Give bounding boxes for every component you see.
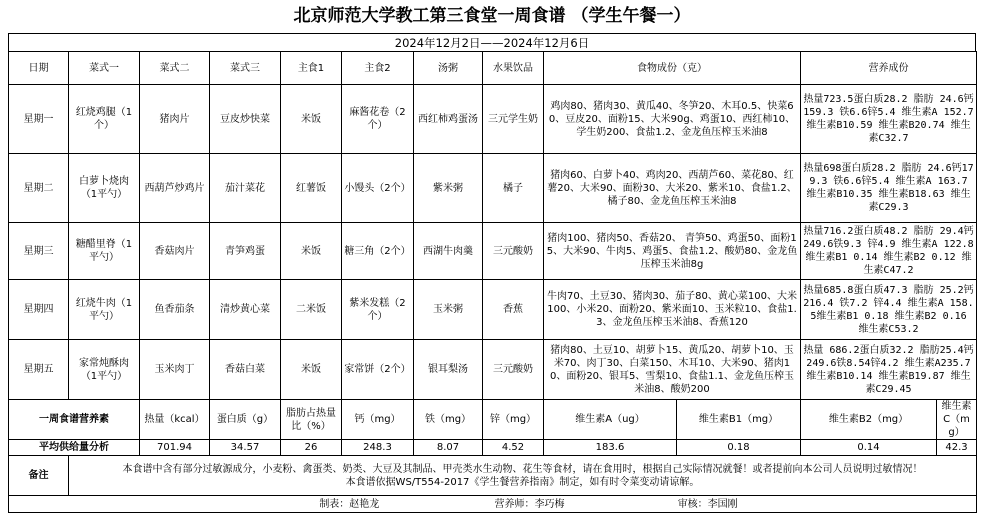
soup: 西红柿鸡蛋汤 xyxy=(414,85,483,154)
average-label: 平均供给量分析 xyxy=(9,440,140,456)
guideline-note: 本食谱依据WS/T554-2017《学生餐营养指南》制定，如有时令菜变动请谅解。 xyxy=(345,476,700,488)
staple2: 家常饼（2个） xyxy=(342,340,414,400)
fruit-drink: 橘子 xyxy=(483,154,544,223)
staple1: 米饭 xyxy=(281,340,342,400)
dish1: 白萝卜烧肉（1平勺） xyxy=(69,154,140,223)
header-date: 日期 xyxy=(9,52,69,85)
staple1: 米饭 xyxy=(281,85,342,154)
maker-signature: 制表：赵艳龙 xyxy=(319,498,380,510)
menu-table xyxy=(8,51,977,513)
signature-row xyxy=(9,496,977,513)
average-value: 26 xyxy=(281,440,342,456)
header-fruit: 水果饮品 xyxy=(483,52,544,85)
nutrient-header: 钙（mg） xyxy=(342,400,414,440)
day-row xyxy=(9,340,977,400)
allergen-note: 本食谱中含有部分过敏源成分，小麦粉、禽蛋类、奶类、大豆及其制品、甲壳类水生动物、花生等食材，请在食用时，根据自己实际情况就餐！或者提前向本公司人员说明过敏情况！ xyxy=(122,463,923,475)
nutrient-header: 维生素B1（mg） xyxy=(677,400,801,440)
average-row xyxy=(9,440,977,456)
remarks-label: 备注 xyxy=(9,456,69,496)
ingredients: 猪肉60、白萝卜40、鸡肉20、西葫芦60、菜花80、红薯20、大米90、面粉30、大米20、紫米10、食盐1.2、橘子80、金龙鱼压榨玉米油8 xyxy=(544,154,801,223)
nutrition: 热量685.8蛋白质47.3 脂肪 25.2钙216.4 铁7.2 锌4.4 维生素A 158.5维生素B1 0.18 维生素B2 0.16 维生素C53.2 xyxy=(801,280,977,340)
dish2: 猪肉片 xyxy=(140,85,210,154)
dish3: 茄汁菜花 xyxy=(210,154,281,223)
soup: 西湖牛肉羹 xyxy=(414,223,483,280)
average-value: 0.18 xyxy=(677,440,801,456)
nutrient-header: 维生素A（ug） xyxy=(544,400,677,440)
staple1: 米饭 xyxy=(281,223,342,280)
header-nutrition: 营养成份 xyxy=(801,52,977,85)
day-name: 星期四 xyxy=(9,280,69,340)
nutrient-header: 锌（mg） xyxy=(483,400,544,440)
day-name: 星期三 xyxy=(9,223,69,280)
nutrient-header: 维生素C（mg） xyxy=(937,400,977,440)
dish3: 青笋鸡蛋 xyxy=(210,223,281,280)
dish1: 糖醋里脊（1平勺） xyxy=(69,223,140,280)
day-row xyxy=(9,154,977,223)
day-name: 星期二 xyxy=(9,154,69,223)
nutritionist-signature: 营养师：李巧梅 xyxy=(494,498,565,510)
ingredients: 鸡肉80、猪肉30、黄瓜40、冬笋20、木耳0.5、快菜60、豆皮20、面粉15、大米90g、鸡蛋10、西红柿10、学生奶200、食盐1.2、金龙鱼压榨玉米油8 xyxy=(544,85,801,154)
dish2: 鱼香茄条 xyxy=(140,280,210,340)
nutrient-header: 热量（kcal） xyxy=(140,400,210,440)
staple2: 麻酱花卷（2个） xyxy=(342,85,414,154)
header-dish3: 菜式三 xyxy=(210,52,281,85)
soup: 银耳梨汤 xyxy=(414,340,483,400)
page-title: 北京师范大学教工第三食堂一周食谱 （学生午餐一） xyxy=(293,6,691,26)
nutrient-header: 脂肪占热量比（%） xyxy=(281,400,342,440)
nutrient-header: 铁（mg） xyxy=(414,400,483,440)
nutrient-header: 维生素B2（mg） xyxy=(801,400,937,440)
dish1: 红烧鸡腿（1个） xyxy=(69,85,140,154)
nutrient-header-row xyxy=(9,400,977,440)
dish2: 西葫芦炒鸡片 xyxy=(140,154,210,223)
soup: 玉米粥 xyxy=(414,280,483,340)
staple2: 糖三角（2个） xyxy=(342,223,414,280)
dish3: 豆皮炒快菜 xyxy=(210,85,281,154)
fruit-drink: 三元酸奶 xyxy=(483,340,544,400)
reviewer-signature: 审核：李国刚 xyxy=(677,498,738,510)
nutrient-header: 蛋白质（g） xyxy=(210,400,281,440)
remarks-text xyxy=(69,456,977,496)
nutrition: 热量 686.2蛋白质32.2 脂肪25.4钙249.6铁8.54锌4.2 维生素A235.7 维生素B10.14 维生素B19.87 维生素C29.45 xyxy=(801,340,977,400)
date-range: 2024年12月2日——2024年12月6日 xyxy=(8,33,976,51)
ingredients: 猪肉80、土豆10、胡萝卜15、黄瓜20、胡萝卜10、玉米70、肉丁30、白菜150、木耳10、大米90、猪肉10、面粉20、银耳5、雪梨10、食盐1.1、金龙鱼压榨玉米油8、酸奶200 xyxy=(544,340,801,400)
header-staple2: 主食2 xyxy=(342,52,414,85)
nutrition: 热量716.2蛋白质48.2 脂肪 29.4钙249.6铁9.3 锌4.9 维生素A 122.8维生素B1 0.14 维生素B2 0.12 维生素C47.2 xyxy=(801,223,977,280)
header-row xyxy=(9,52,977,85)
average-value: 183.6 xyxy=(544,440,677,456)
average-value: 4.52 xyxy=(483,440,544,456)
fruit-drink: 三元学生奶 xyxy=(483,85,544,154)
day-row xyxy=(9,85,977,154)
staple1: 二米饭 xyxy=(281,280,342,340)
dish3: 香菇白菜 xyxy=(210,340,281,400)
nutrition: 热量723.5蛋白质28.2 脂肪 24.6钙159.3 铁6.6锌5.4 维生素A 152.7 维生素B10.59 维生素B20.74 维生素C32.7 xyxy=(801,85,977,154)
average-value: 248.3 xyxy=(342,440,414,456)
average-value: 0.14 xyxy=(801,440,937,456)
day-name: 星期五 xyxy=(9,340,69,400)
dish3: 清炒黄心菜 xyxy=(210,280,281,340)
day-name: 星期一 xyxy=(9,85,69,154)
ingredients: 牛肉70、土豆30、猪肉30、茄子80、黄心菜100、大米100、小米20、面粉20、紫米面10、玉米粒10、食盐1.3、金龙鱼压榨玉米油8、香蕉120 xyxy=(544,280,801,340)
header-soup: 汤粥 xyxy=(414,52,483,85)
average-value: 701.94 xyxy=(140,440,210,456)
staple1: 红薯饭 xyxy=(281,154,342,223)
soup: 紫米粥 xyxy=(414,154,483,223)
ingredients: 猪肉100、猪肉50、香菇20、 青笋50、鸡蛋50、面粉15、大米90、牛肉5、鸡蛋5、食盐1.2、酸奶80、金龙鱼压榨玉米油8g xyxy=(544,223,801,280)
staple2: 紫米发糕（2个） xyxy=(342,280,414,340)
day-row xyxy=(9,280,977,340)
dish1: 红烧牛肉（1平勺） xyxy=(69,280,140,340)
nutrition: 热量698蛋白质28.2 脂肪 24.6钙179.3 铁6.6锌5.4 维生素A 163.7 维生素B10.35 维生素B18.63 维生素C29.3 xyxy=(801,154,977,223)
fruit-drink: 三元酸奶 xyxy=(483,223,544,280)
day-row xyxy=(9,223,977,280)
header-dish1: 菜式一 xyxy=(69,52,140,85)
dish2: 香菇肉片 xyxy=(140,223,210,280)
header-dish2: 菜式二 xyxy=(140,52,210,85)
header-staple1: 主食1 xyxy=(281,52,342,85)
staple2: 小馒头（2个） xyxy=(342,154,414,223)
dish2: 玉米肉丁 xyxy=(140,340,210,400)
average-value: 42.3 xyxy=(937,440,977,456)
signature-bar xyxy=(9,496,977,513)
average-value: 8.07 xyxy=(414,440,483,456)
remarks-row xyxy=(9,456,977,496)
average-value: 34.57 xyxy=(210,440,281,456)
header-ingredients: 食物成份（克） xyxy=(544,52,801,85)
weekly-nutrients-label: 一周食谱营养素 xyxy=(9,400,140,440)
dish1: 家常炖酥肉（1平勺） xyxy=(69,340,140,400)
fruit-drink: 香蕉 xyxy=(483,280,544,340)
